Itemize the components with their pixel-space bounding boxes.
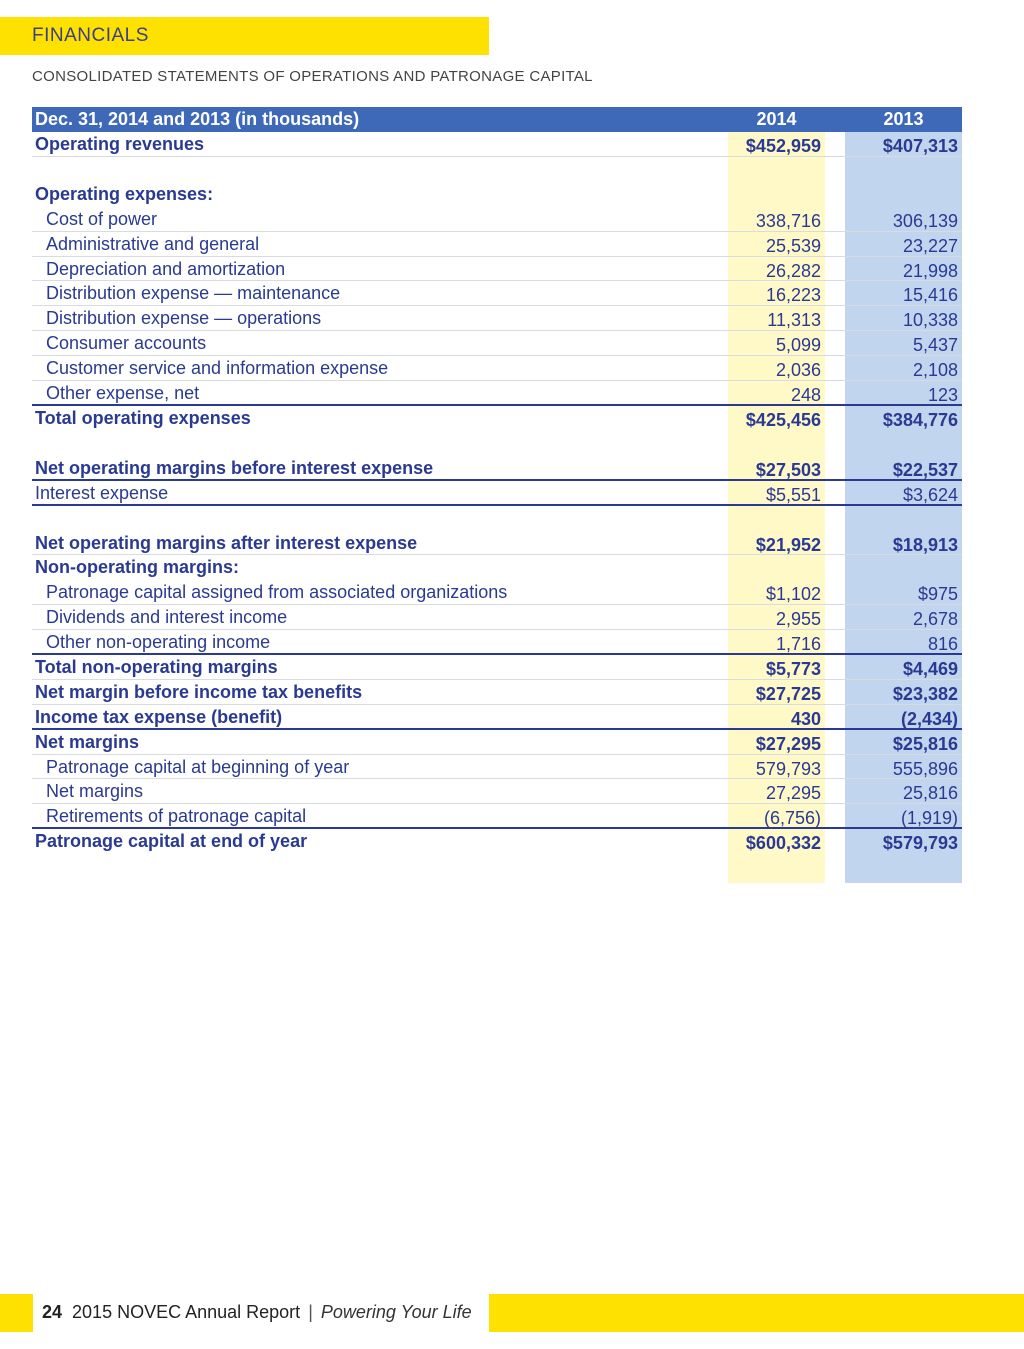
value-2013: 23,227 (902, 235, 958, 256)
value-2013: $975 (917, 584, 958, 605)
row-label: Net margin before income tax benefits (35, 681, 363, 702)
row-label: Customer service and information expense (46, 358, 389, 379)
value-2013: $25,816 (892, 733, 958, 754)
table-row (32, 755, 962, 780)
value-2013: $22,537 (892, 459, 958, 480)
value-2014: 2,955 (775, 609, 821, 630)
value-2013: 21,998 (902, 260, 958, 281)
value-2014: $1,102 (765, 584, 821, 605)
value-2014: 2,036 (775, 360, 821, 381)
table-row (32, 630, 962, 655)
row-label: Total operating expenses (35, 407, 251, 428)
statement-title: CONSOLIDATED STATEMENTS OF OPERATIONS AND PATRONAGE CAPITAL (32, 68, 593, 85)
section-banner (0, 17, 489, 55)
value-2013: $23,382 (892, 683, 958, 704)
value-2013: (2,434) (900, 708, 958, 729)
row-label: Net margins (46, 781, 144, 802)
value-2014: (6,756) (763, 808, 821, 829)
table-row-interest-expense (32, 481, 962, 506)
page-footer (42, 1302, 472, 1323)
value-2013: 5,437 (912, 335, 958, 356)
row-label: Retirements of patronage capital (46, 806, 307, 827)
row-label: Net operating margins after interest expense (35, 532, 418, 553)
table-row (32, 281, 962, 306)
table-row-capital-end (32, 829, 962, 854)
value-2014: $27,725 (755, 683, 821, 704)
table-row (32, 804, 962, 829)
table-row (32, 605, 962, 630)
row-label: Non-operating margins: (35, 557, 240, 578)
value-2013: $18,913 (892, 534, 958, 555)
row-label: Total non-operating margins (35, 657, 278, 678)
tagline: Powering Your Life (320, 1302, 472, 1322)
header-2013: 2013 (883, 109, 924, 129)
table-row (32, 580, 962, 605)
row-label: Operating revenues (35, 134, 205, 154)
value-2014: 430 (790, 708, 821, 729)
value-2013: (1,919) (900, 808, 958, 829)
value-2014: 338,716 (755, 210, 821, 231)
row-label: Administrative and general (46, 233, 260, 254)
row-label: Patronage capital at end of year (35, 831, 308, 852)
value-2013: $4,469 (902, 659, 958, 680)
value-2013: 10,338 (902, 310, 958, 331)
value-2014: $425,456 (745, 409, 821, 430)
value-2014: 1,716 (775, 634, 821, 655)
table-row (32, 381, 962, 406)
header-2014: 2014 (756, 109, 797, 129)
financial-table (32, 107, 962, 854)
table-row-net-margins (32, 730, 962, 755)
footer-separator: | (308, 1302, 313, 1322)
value-2014: 11,313 (767, 310, 821, 331)
table-row-operating-revenues (32, 132, 962, 157)
row-label: Other expense, net (46, 383, 200, 404)
row-label: Interest expense (35, 482, 169, 503)
value-2013: $384,776 (882, 409, 958, 430)
table-row (32, 779, 962, 804)
value-2013: $579,793 (882, 833, 958, 854)
section-heading-operating-expenses (32, 182, 962, 207)
table-row-net-after-interest (32, 531, 962, 556)
table-row (32, 331, 962, 356)
row-label: Other non-operating income (46, 632, 271, 653)
table-row (32, 306, 962, 331)
row-label: Consumer accounts (46, 333, 207, 354)
page-number: 24 (42, 1302, 63, 1322)
row-label: Patronage capital assigned from associated organizations (46, 582, 508, 603)
value-2014: $5,773 (765, 659, 821, 680)
table-row-income-tax (32, 705, 962, 730)
value-2014: $600,332 (745, 833, 821, 854)
section-heading-non-operating (32, 555, 962, 580)
value-2014: $27,295 (755, 733, 821, 754)
value-2013: 123 (927, 385, 958, 406)
report-title: 2015 NOVEC Annual Report (72, 1302, 301, 1322)
row-label: Cost of power (46, 208, 158, 229)
value-2013: 816 (927, 634, 958, 655)
row-label: Operating expenses: (35, 183, 214, 204)
value-2013: $3,624 (902, 484, 958, 505)
header-label: Dec. 31, 2014 and 2013 (in thousands) (35, 109, 360, 129)
table-row (32, 207, 962, 232)
table-row-total-non-operating (32, 655, 962, 680)
value-2013: 2,678 (912, 609, 958, 630)
table-row (32, 257, 962, 282)
row-label: Income tax expense (benefit) (35, 706, 283, 727)
row-label: Net margins (35, 731, 140, 752)
table-row-total-operating-expenses (32, 406, 962, 431)
table-row-net-before-interest (32, 456, 962, 481)
value-2013: 2,108 (912, 360, 958, 381)
value-2013: 555,896 (892, 758, 958, 779)
value-2013: 25,816 (902, 783, 958, 804)
value-2013: 306,139 (892, 210, 958, 231)
value-2013: $407,313 (882, 136, 958, 156)
value-2014: 26,282 (765, 260, 821, 281)
row-label: Net operating margins before interest expense (35, 457, 434, 478)
value-2014: $21,952 (755, 534, 821, 555)
footer-bar-right (489, 1294, 1024, 1332)
row-label: Distribution expense — operations (46, 308, 322, 329)
value-2014: 27,295 (765, 783, 821, 804)
table-row (32, 232, 962, 257)
value-2014: 579,793 (755, 758, 821, 779)
value-2014: $5,551 (765, 484, 821, 505)
value-2014: 16,223 (765, 285, 821, 306)
table-row-net-before-tax (32, 680, 962, 705)
value-2014: $27,503 (755, 459, 821, 480)
value-2014: $452,959 (745, 136, 821, 156)
row-label: Distribution expense — maintenance (46, 283, 341, 304)
row-label: Patronage capital at beginning of year (46, 756, 350, 777)
value-2014: 248 (790, 385, 821, 406)
value-2014: 5,099 (775, 335, 821, 356)
section-title: FINANCIALS (32, 25, 149, 46)
value-2013: 15,416 (902, 285, 958, 306)
row-label: Dividends and interest income (46, 607, 288, 628)
value-2014: 25,539 (765, 235, 821, 256)
table-row (32, 356, 962, 381)
footer-bar-left (0, 1294, 33, 1332)
table-header (32, 107, 962, 132)
row-label: Depreciation and amortization (46, 258, 286, 279)
